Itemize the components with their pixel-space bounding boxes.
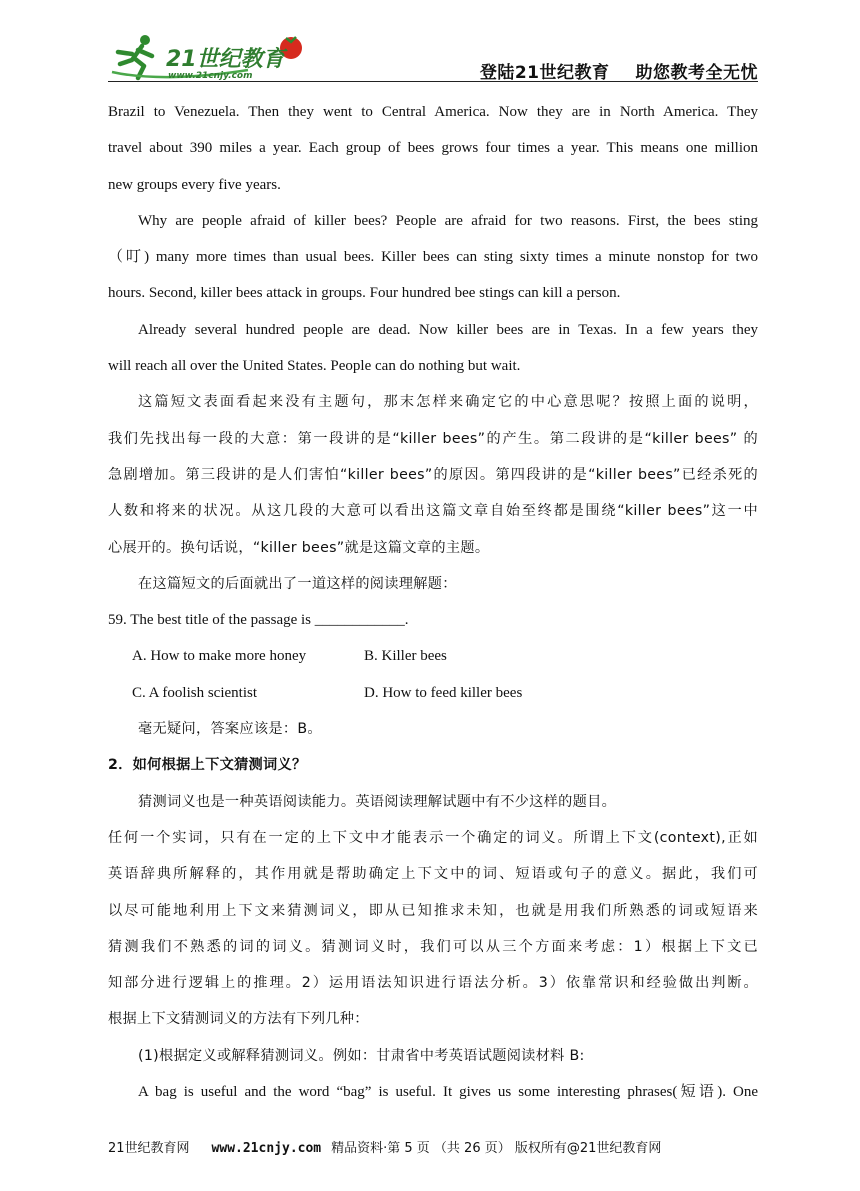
text-line: 知部分进行逻辑上的推理。2）运用语法知识进行语法分析。3）依靠常识和经验做出判断。 [108, 975, 758, 992]
options-row [108, 675, 758, 711]
text-line: 根据上下文猜测词义的方法有下列几种： [108, 1011, 369, 1028]
text-line: 这篇短文表面看起来没有主题句，那末怎样来确定它的中心意思呢？按照上面的说明， [138, 394, 758, 411]
question-line: 59. The best title of the passage is ____________. [108, 612, 409, 629]
option-b: B. Killer bees [364, 648, 447, 665]
text-line: (1)根据定义或解释猜测词义。例如：甘肃省中考英语试题阅读材料 B: [138, 1047, 585, 1064]
text-line: 以尽可能地利用上下文来猜测词义，即从已知推求未知，也就是用我们所熟悉的词或短语来 [108, 902, 758, 919]
text-line: Already several hundred people are dead. Now killer bees are in Texas. In a few years they [138, 321, 758, 338]
page-header [108, 30, 758, 82]
text-line: 猜测我们不熟悉的词的词义。猜测词义时，我们可以从三个方面来考虑：1）根据上下文已 [108, 938, 758, 955]
text-line: travel about 390 miles a year. Each group of bees grows four times a year. This means one million [108, 140, 758, 157]
text-line: 急剧增加。第三段讲的是人们害怕“killer bees”的原因。第四段讲的是“killer bees”已经杀死的 [108, 466, 758, 483]
text-line: will reach all over the United States. People can do nothing but wait. [108, 358, 521, 375]
text-line: Brazil to Venezuela. Then they went to Central America. Now they are in North America. They [108, 104, 758, 120]
options-row [108, 638, 758, 674]
text-line: 在这篇短文的后面就出了一道这样的阅读理解题： [138, 575, 457, 592]
footer-url: www.21cnjy.com [211, 1141, 322, 1156]
text-line: Why are people afraid of killer bees? People are afraid for two reasons. First, the bees sting [138, 212, 758, 229]
logo-text: 21世纪教育 [166, 47, 285, 72]
text-line: A bag is useful and the word “bag” is useful. It gives us some interesting phrases(短语). One [138, 1084, 758, 1101]
text-line: 人数和将来的状况。从这几段的大意可以看出这篇文章自始至终都是围绕“killer bees”这一中 [108, 503, 758, 520]
page-footer [108, 1137, 758, 1156]
text-line: 任何一个实词，只有在一定的上下文中才能表示一个确定的词义。所谓上下文(context),正如 [108, 829, 758, 846]
slogan-left: 登陆21世纪教育 [479, 63, 610, 83]
footer-info: 精品资料·第 5 页 （共 26 页） 版权所有@21世纪教育网 [331, 1141, 662, 1156]
option-a: A. How to make more honey [132, 648, 307, 665]
option-c: C. A foolish scientist [132, 684, 258, 701]
site-logo [108, 30, 308, 82]
footer-site: 21世纪教育网 [108, 1141, 190, 1156]
text-line: 英语辞典所解释的，其作用就是帮助确定上下文中的词、短语或句子的意义。据此，我们可 [108, 866, 758, 883]
header-divider [108, 81, 758, 82]
option-d: D. How to feed killer bees [364, 684, 523, 701]
text-line: 我们先找出每一段的大意：第一段讲的是“killer bees”的产生。第二段讲的是“killer bees” 的 [108, 430, 758, 447]
text-line: 心展开的。换句话说，“killer bees”就是这篇文章的主题。 [108, 539, 490, 556]
text-line: 猜测词义也是一种英语阅读能力。英语阅读理解试题中有不少这样的题目。 [138, 793, 617, 810]
logo-url-text: www.21cnjy.com [168, 71, 253, 81]
text-line: hours. Second, killer bees attack in groups. Four hundred bee stings can kill a person. [108, 285, 621, 302]
text-line: new groups every five years. [108, 176, 281, 193]
section-heading: 2．如何根据上下文猜测词义？ [108, 757, 307, 774]
slogan-right: 助您教考全无忧 [635, 63, 758, 83]
text-line: （叮) many more times than usual bees. Killer bees can sting sixty times a minute nonstop for two [108, 249, 758, 266]
document-body [108, 94, 758, 1110]
text-line: 毫无疑问，答案应该是：B。 [138, 721, 322, 738]
header-slogan [480, 58, 758, 83]
